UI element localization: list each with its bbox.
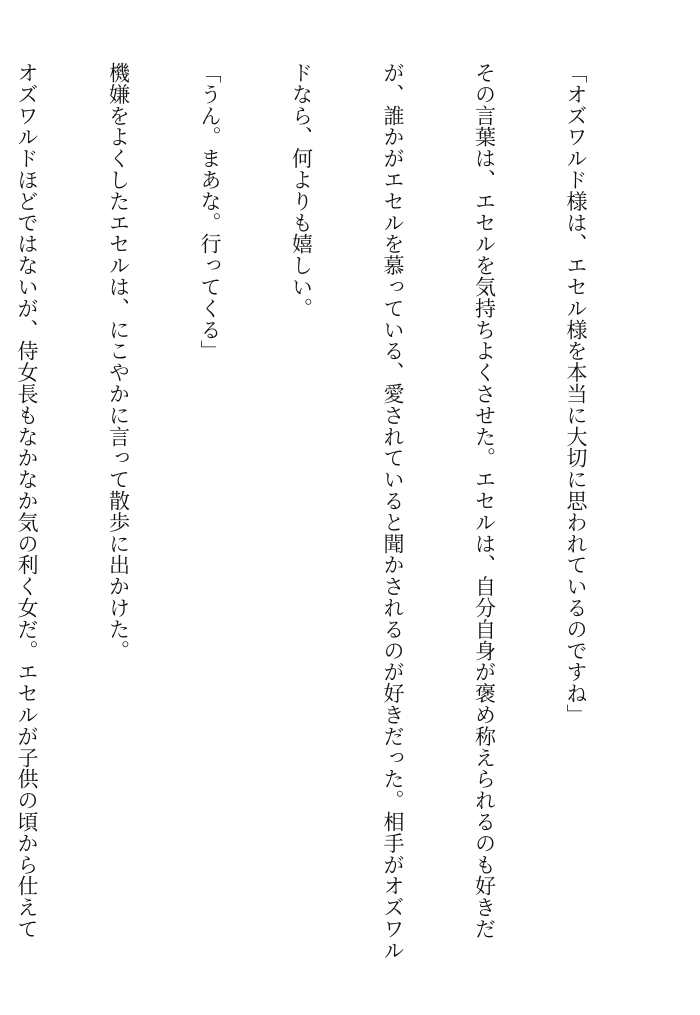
text-line: 機嫌をよくしたエセルは、にこやかに言って散歩に出かけた。 [106,62,131,662]
text-line: 「オズワルド様は、エセル様を本当に大切に思われているのですね」 [564,62,588,726]
text-line: ドなら、何よりも嬉しい。 [289,62,314,319]
vertical-text-body [15,62,652,982]
text-line: 「うん。まあな。行ってくる」 [198,62,222,362]
text-line: が、誰かがエセルを慕っている、愛されていると聞かされるのが好きだった。相手がオズワル [381,62,405,961]
text-line: オズワルドほどではないが、侍女長もなかなか気の利く女だ。エセルが子供の頃から仕えて [15,62,39,940]
text-line: その言葉は、エセルを気持ちよくさせた。エセルは、自分自身が褒め称えられるのも好きだ [472,62,497,940]
